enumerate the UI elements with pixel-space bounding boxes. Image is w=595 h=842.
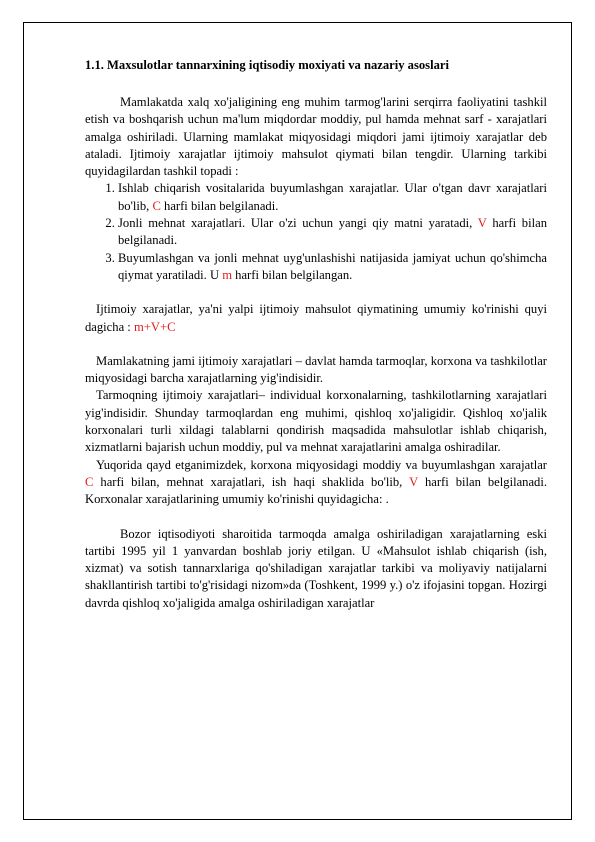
formula-text: Ijtimoiy xarajatlar, ya'ni yalpi ijtimoiy mahsulot qiymatining umumiy ko'rinishi quyi dagicha : bbox=[85, 302, 547, 334]
para4-text-b: harfi bilan, mehnat xarajatlari, ish haqi shaklida bo'lib, bbox=[93, 474, 410, 489]
list-item-suffix: harfi bilan belgilanadi. bbox=[118, 216, 547, 248]
spacer bbox=[85, 509, 547, 526]
paragraph-enterprise-costs bbox=[85, 457, 547, 509]
list-item-suffix: harfi bilan belgilanadi. bbox=[160, 198, 279, 213]
letter-c: C bbox=[85, 474, 94, 489]
para4-text-d: harfi bilan belgilanadi. Korxonalar xarajatlarining umumiy ko'rinishi quyidagicha: . bbox=[85, 474, 547, 507]
cost-components-list bbox=[85, 180, 547, 284]
para4-text-a: Yuqorida qayd etganimizdek, korxona miqyosidagi moddiy va buyumlashgan xarajatlar bbox=[96, 457, 547, 472]
list-item-text: Buyumlashgan va jonli mehnat uyg'unlashishi natijasida jamiyat uchun qo'shimcha qiymat yaratiladi. U bbox=[118, 250, 547, 282]
letter-v: V bbox=[409, 474, 418, 489]
formula: m+V+C bbox=[133, 319, 176, 334]
letter-c: C bbox=[152, 198, 161, 213]
list-item bbox=[118, 215, 547, 250]
paragraph-sector-costs: Tarmoqning ijtimoiy xarajatlari– individual korxonalarning, tashkilotlarning xarajatlari yig'indisidir. Shunday tarmoqlardan eng muhimi, qishloq xo'jaligidir. Qishloq xo'jalik korxonalari turli xildagi talablarni qondirish maqsadida mahsulotlar ishlab chiqarish, xizmatlarni bajarish uchun moddiy, pul va mehnat xarajatlarini amalga oshiradilar. bbox=[85, 388, 547, 455]
paragraph-market-economy: Bozor iqtisodiyoti sharoitida tarmoqda amalga oshiriladigan xarajatlarning eski tartibi 1995 yil 1 yanvardan boshlab joriy etilgan. U «Mahsulot ishlab chiqarish (ish, xizmat) va sotish tannarxlariga qo'shiladigan xarajatlar tarkibi va moliyaviy natijalarni shakllantirish tartibi to'g'risidagi nizom»da (Toshkent, 1999 y.) o'z ifojasini topgan. Hozirgi davrda qishloq xo'jaligida amalga oshiriladigan xarajatlar bbox=[85, 526, 547, 610]
paragraph-national-costs: Mamlakatning jami ijtimoiy xarajatlari – davlat hamda tarmoqlar, korxona va tashkilotlar miqyosidagi barcha xarajatlarning yig'indisidir. bbox=[85, 353, 547, 386]
list-item bbox=[118, 250, 547, 285]
document-body bbox=[85, 56, 547, 612]
list-item bbox=[118, 180, 547, 215]
letter-v: V bbox=[477, 216, 487, 231]
list-item-suffix: harfi bilan belgilangan. bbox=[232, 267, 353, 282]
section-heading: 1.1. Maxsulotlar tannarxining iqtisodiy moxiyati va nazariy asoslari bbox=[85, 58, 449, 72]
spacer bbox=[85, 336, 547, 353]
list-item-text: Ishlab chiqarish vositalarida buyumlashgan xarajatlar. Ular o'tgan davr xarajatlari bo'lib, bbox=[118, 181, 547, 213]
letter-m: m bbox=[222, 267, 233, 282]
list-item-text: Jonli mehnat xarajatlari. Ular o'zi uchun yangi qiy matni yaratadi, bbox=[118, 216, 478, 231]
spacer bbox=[85, 284, 547, 301]
intro-paragraph: Mamlakatda xalq xo'jaligining eng muhim tarmog'larini serqirra faoliyatini tashkil etish va boshqarish uchun ma'lum miqdordar moddiy, pul hamda mehnat sarf - xarajatlari amalga oshiriladi. Ularning mamlakat miqyosidagi miqdori jami ijtimoiy xarajatlar deb ataladi. Ijtimoiy xarajatlar ijtimoiy mahsulot qiymati bilan tengdir. Ularning tarkibi quyidagilardan tashkil topadi : bbox=[85, 95, 547, 179]
formula-paragraph bbox=[85, 301, 547, 336]
